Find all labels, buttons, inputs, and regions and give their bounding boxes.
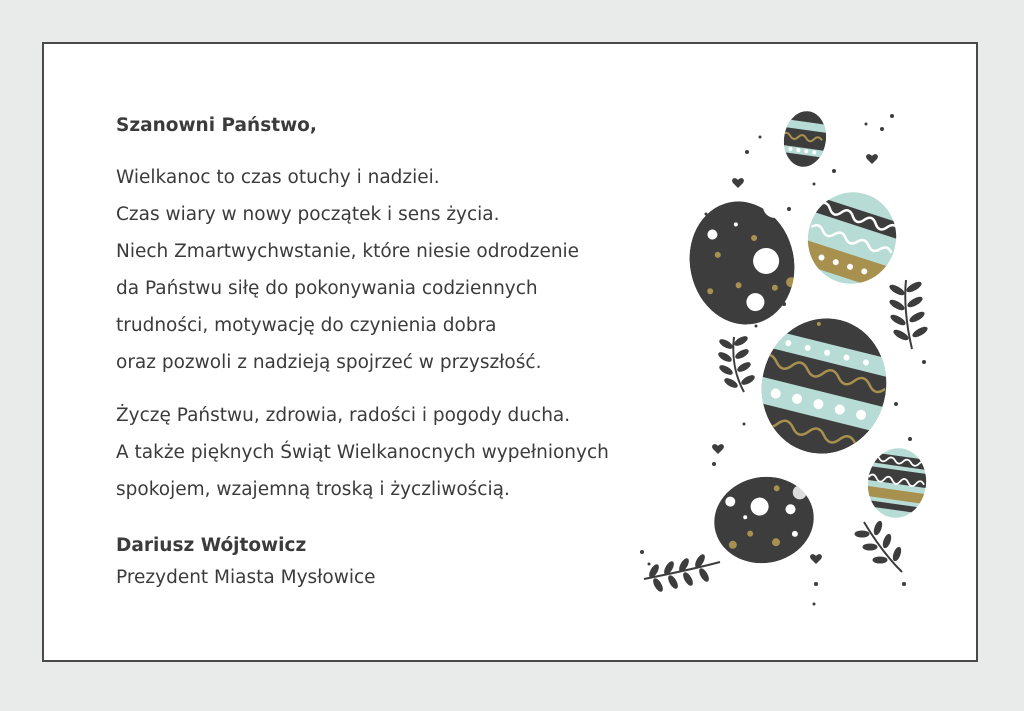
easter-eggs-illustration: [44, 44, 976, 660]
paragraph-line: da Państwu siłę do pokonywania codziennych: [116, 278, 538, 299]
paragraph-line: Czas wiary w nowy początek i sens życia.: [116, 204, 500, 225]
greeting: Szanowni Państwo,: [116, 115, 317, 136]
signer-title: Prezydent Miasta Mysłowice: [116, 567, 376, 588]
paragraph-line: Niech Zmartwychwstanie, które niesie odrodzenie: [116, 241, 580, 262]
paragraph-line: Wielkanoc to czas otuchy i nadziei.: [116, 167, 440, 188]
leaf-sprig-right: [889, 280, 929, 349]
leaf-sprig-left: [717, 335, 755, 392]
egg-small-top: [775, 108, 834, 171]
egg-dark-bottom: [707, 469, 820, 571]
paragraph-line: trudności, motywację do czynienia dobra: [116, 315, 497, 336]
paragraph-line: Życzę Państwu, zdrowia, radości i pogody ducha.: [116, 405, 571, 426]
egg-striped-large: [740, 303, 909, 469]
paragraph-line: oraz pozwoli z nadzieją spojrzeć w przyszłość.: [116, 352, 542, 373]
letter-card: [42, 42, 978, 662]
egg-striped-right: [792, 179, 916, 297]
leaf-sprig-bottom-right: [855, 520, 902, 572]
paragraph-line: spokojem, wzajemną troską i życzliwością.: [116, 479, 510, 500]
egg-small-striped: [859, 444, 934, 523]
signer-name: Dariusz Wójtowicz: [116, 535, 307, 556]
paragraph-line: A także pięknych Świąt Wielkanocnych wypełnionych: [116, 442, 609, 463]
leaf-sprig-bottom-left: [644, 553, 720, 592]
